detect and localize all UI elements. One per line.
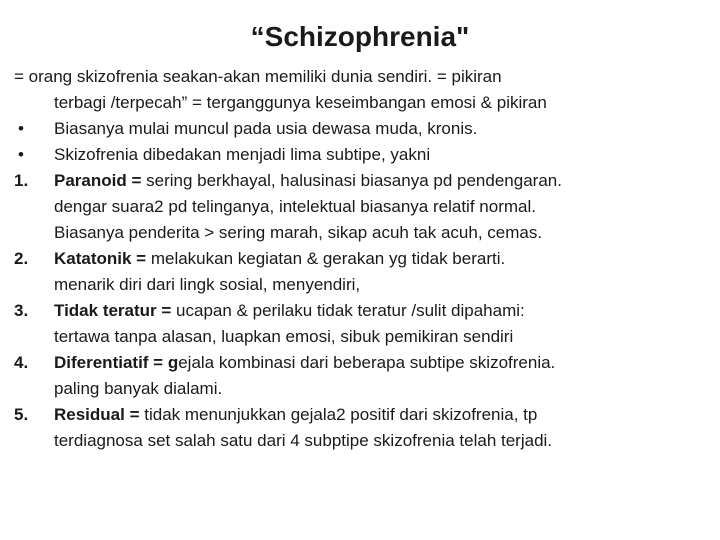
item-continuation [14, 376, 714, 402]
item-number: 4. [14, 353, 29, 372]
item-description: tidak menunjukkan gejala2 positif dari skizofrenia, tp [139, 405, 538, 424]
item-continuation [14, 324, 714, 350]
item-text [54, 298, 714, 324]
list-item [14, 402, 714, 428]
item-continuation-text: Biasanya penderita > sering marah, sikap acuh tak acuh, cemas. [54, 223, 543, 242]
bullet-item [14, 116, 714, 142]
list-item [14, 168, 714, 194]
item-term: Residual = [54, 405, 140, 424]
item-description: sering berkhayal, halusinasi biasanya pd pendengaran. [141, 171, 562, 190]
intro-line [14, 90, 714, 116]
intro-text: = orang skizofrenia seakan-akan memiliki dunia sendiri. = pikiran [14, 67, 502, 86]
item-description: melakukan kegiatan & gerakan yg tidak berarti. [146, 249, 506, 268]
item-text [54, 350, 714, 376]
list-item [14, 246, 714, 272]
item-text [54, 246, 714, 272]
item-number: 1. [14, 171, 29, 190]
item-continuation [14, 428, 714, 454]
item-text [54, 168, 714, 194]
list-item [14, 298, 714, 324]
item-term: Katatonik = [54, 249, 147, 268]
slide-content [14, 64, 714, 454]
item-number: 2. [14, 249, 29, 268]
bullet-item [14, 142, 714, 168]
item-description: ejala kombinasi dari beberapa subtipe skizofrenia. [178, 353, 556, 372]
item-continuation [14, 220, 714, 246]
intro-line [14, 64, 714, 90]
list-item [14, 350, 714, 376]
item-number: 3. [14, 301, 29, 320]
item-continuation [14, 272, 714, 298]
item-text [54, 402, 714, 428]
intro-text: terbagi /terpecah” = terganggunya keseimbangan emosi & pikiran [54, 93, 547, 112]
bullet-text: Skizofrenia dibedakan menjadi lima subtipe, yakni [54, 145, 431, 164]
bullet-text: Biasanya mulai muncul pada usia dewasa muda, kronis. [54, 119, 478, 138]
item-description: ucapan & perilaku tidak teratur /sulit dipahami: [171, 301, 525, 320]
bullet-marker: • [18, 145, 24, 164]
item-number: 5. [14, 405, 29, 424]
item-continuation-text: dengar suara2 pd telinganya, intelektual biasanya relatif normal. [54, 197, 536, 216]
item-term: Paranoid = [54, 171, 142, 190]
item-term: Diferentiatif = g [54, 353, 179, 372]
item-continuation-text: terdiagnosa set salah satu dari 4 subptipe skizofrenia telah terjadi. [54, 431, 553, 450]
item-continuation-text: tertawa tanpa alasan, luapkan emosi, sibuk pemikiran sendiri [54, 327, 514, 346]
item-continuation-text: paling banyak dialami. [54, 379, 223, 398]
slide-title: “Schizophrenia" [250, 21, 470, 52]
item-continuation-text: menarik diri dari lingk sosial, menyendiri, [54, 275, 361, 294]
item-continuation [14, 194, 714, 220]
bullet-marker: • [18, 119, 24, 138]
item-term: Tidak teratur = [54, 301, 172, 320]
